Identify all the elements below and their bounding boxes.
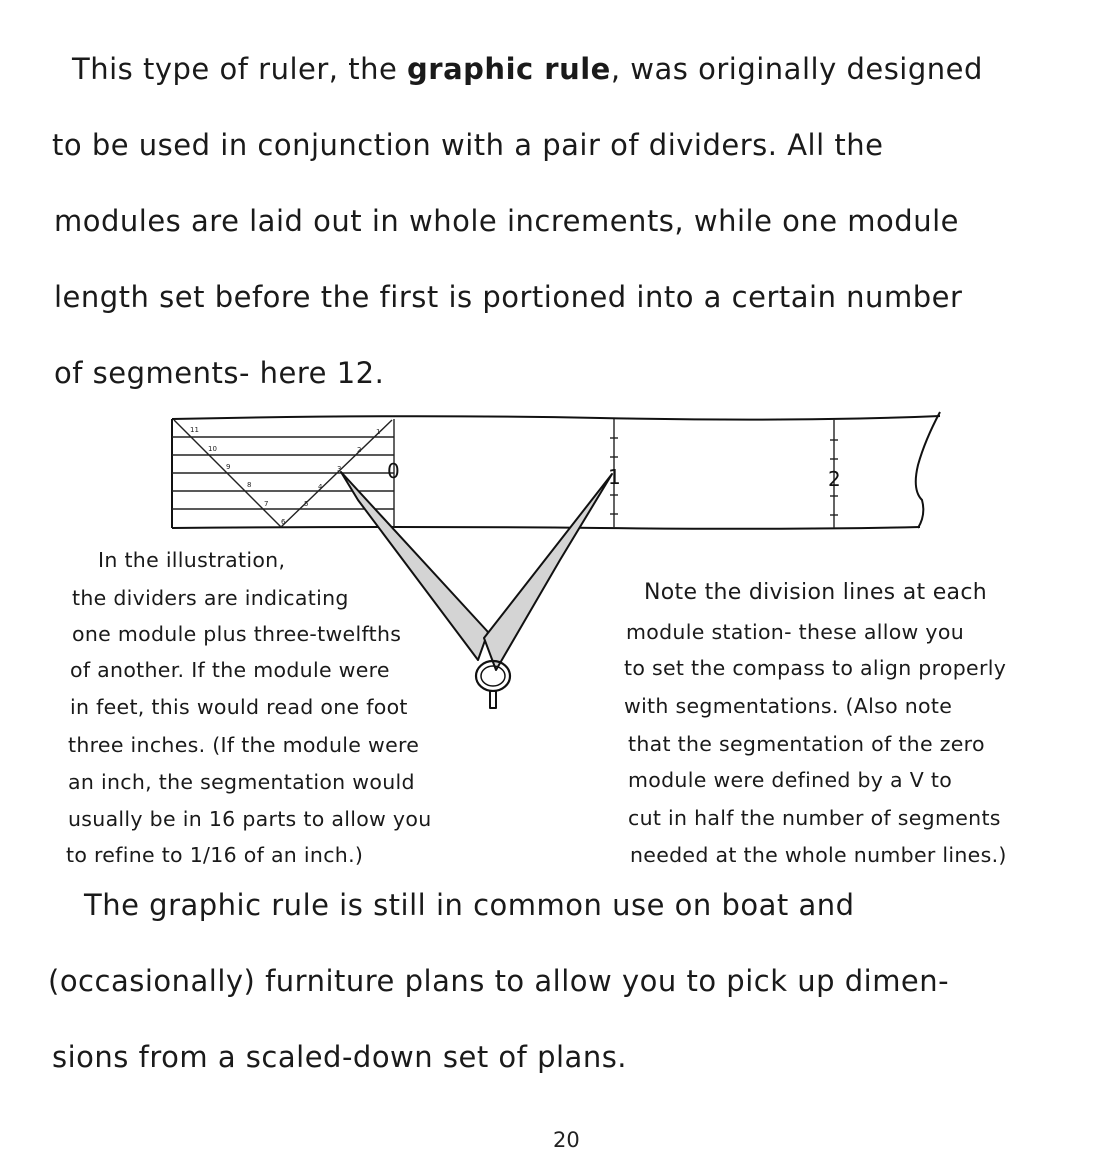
closing-line-3: sions from a scaled-down set of plans. [52, 1040, 628, 1074]
ruler [172, 412, 940, 529]
caption-left-line: three inches. (If the module were [68, 733, 420, 757]
caption-right-line: that the segmentation of the zero [628, 732, 985, 756]
intro-line-4: length set before the first is portioned into a certain number [54, 280, 963, 314]
svg-text:11: 11 [190, 426, 199, 434]
caption-right-line: module were defined by a V to [628, 768, 953, 792]
module-stations [610, 419, 838, 528]
module-label-0: 0 [387, 459, 400, 483]
module-label-1: 1 [608, 465, 621, 489]
caption-left-line: an inch, the segmentation would [68, 770, 415, 794]
caption-right-line: Note the division lines at each [644, 580, 987, 605]
closing-line-2: (occasionally) furniture plans to allow you to pick up dimen- [48, 964, 950, 998]
caption-left-line: one module plus three-twelfths [72, 622, 402, 646]
caption-right-line: with segmentations. (Also note [624, 694, 953, 718]
intro-line-3: modules are laid out in whole increments, while one module [54, 204, 959, 238]
term-graphic-rule: graphic rule [407, 52, 611, 86]
caption-left-line: to refine to 1/16 of an inch.) [66, 843, 364, 867]
svg-text:1: 1 [376, 428, 381, 436]
caption-left-line: the dividers are indicating [72, 586, 349, 610]
svg-text:6: 6 [281, 518, 286, 526]
caption-left-line: In the illustration, [98, 548, 286, 572]
intro-line-2: to be used in conjunction with a pair of dividers. All the [52, 128, 884, 162]
caption-right-line: cut in half the number of segments [628, 806, 1001, 830]
intro-line-5: of segments- here 12. [54, 356, 385, 390]
svg-text:10: 10 [208, 445, 217, 453]
svg-text:8: 8 [247, 481, 252, 489]
svg-text:5: 5 [304, 500, 309, 508]
svg-text:9: 9 [226, 463, 231, 471]
closing-line-1: The graphic rule is still in common use on boat and [84, 888, 855, 922]
page-number: 20 [553, 1128, 580, 1152]
caption-left-line: usually be in 16 parts to allow you [68, 807, 432, 831]
svg-text:7: 7 [264, 500, 269, 508]
module-label-2: 2 [828, 467, 841, 491]
caption-left-line: in feet, this would read one foot [70, 695, 408, 719]
zero-module-grid [172, 419, 394, 528]
caption-right-line: needed at the whole number lines.) [630, 843, 1007, 867]
intro-text: , was originally designed [610, 52, 983, 86]
caption-right-line: to set the compass to align properly [624, 656, 1007, 680]
caption-left-line: of another. If the module were [70, 658, 390, 682]
svg-text:4: 4 [318, 483, 323, 491]
intro-text: This type of ruler, the [72, 52, 408, 86]
segment-labels [190, 426, 380, 526]
svg-text:2: 2 [357, 446, 362, 454]
svg-text:3: 3 [337, 465, 342, 473]
caption-right-line: module station- these allow you [626, 620, 965, 644]
